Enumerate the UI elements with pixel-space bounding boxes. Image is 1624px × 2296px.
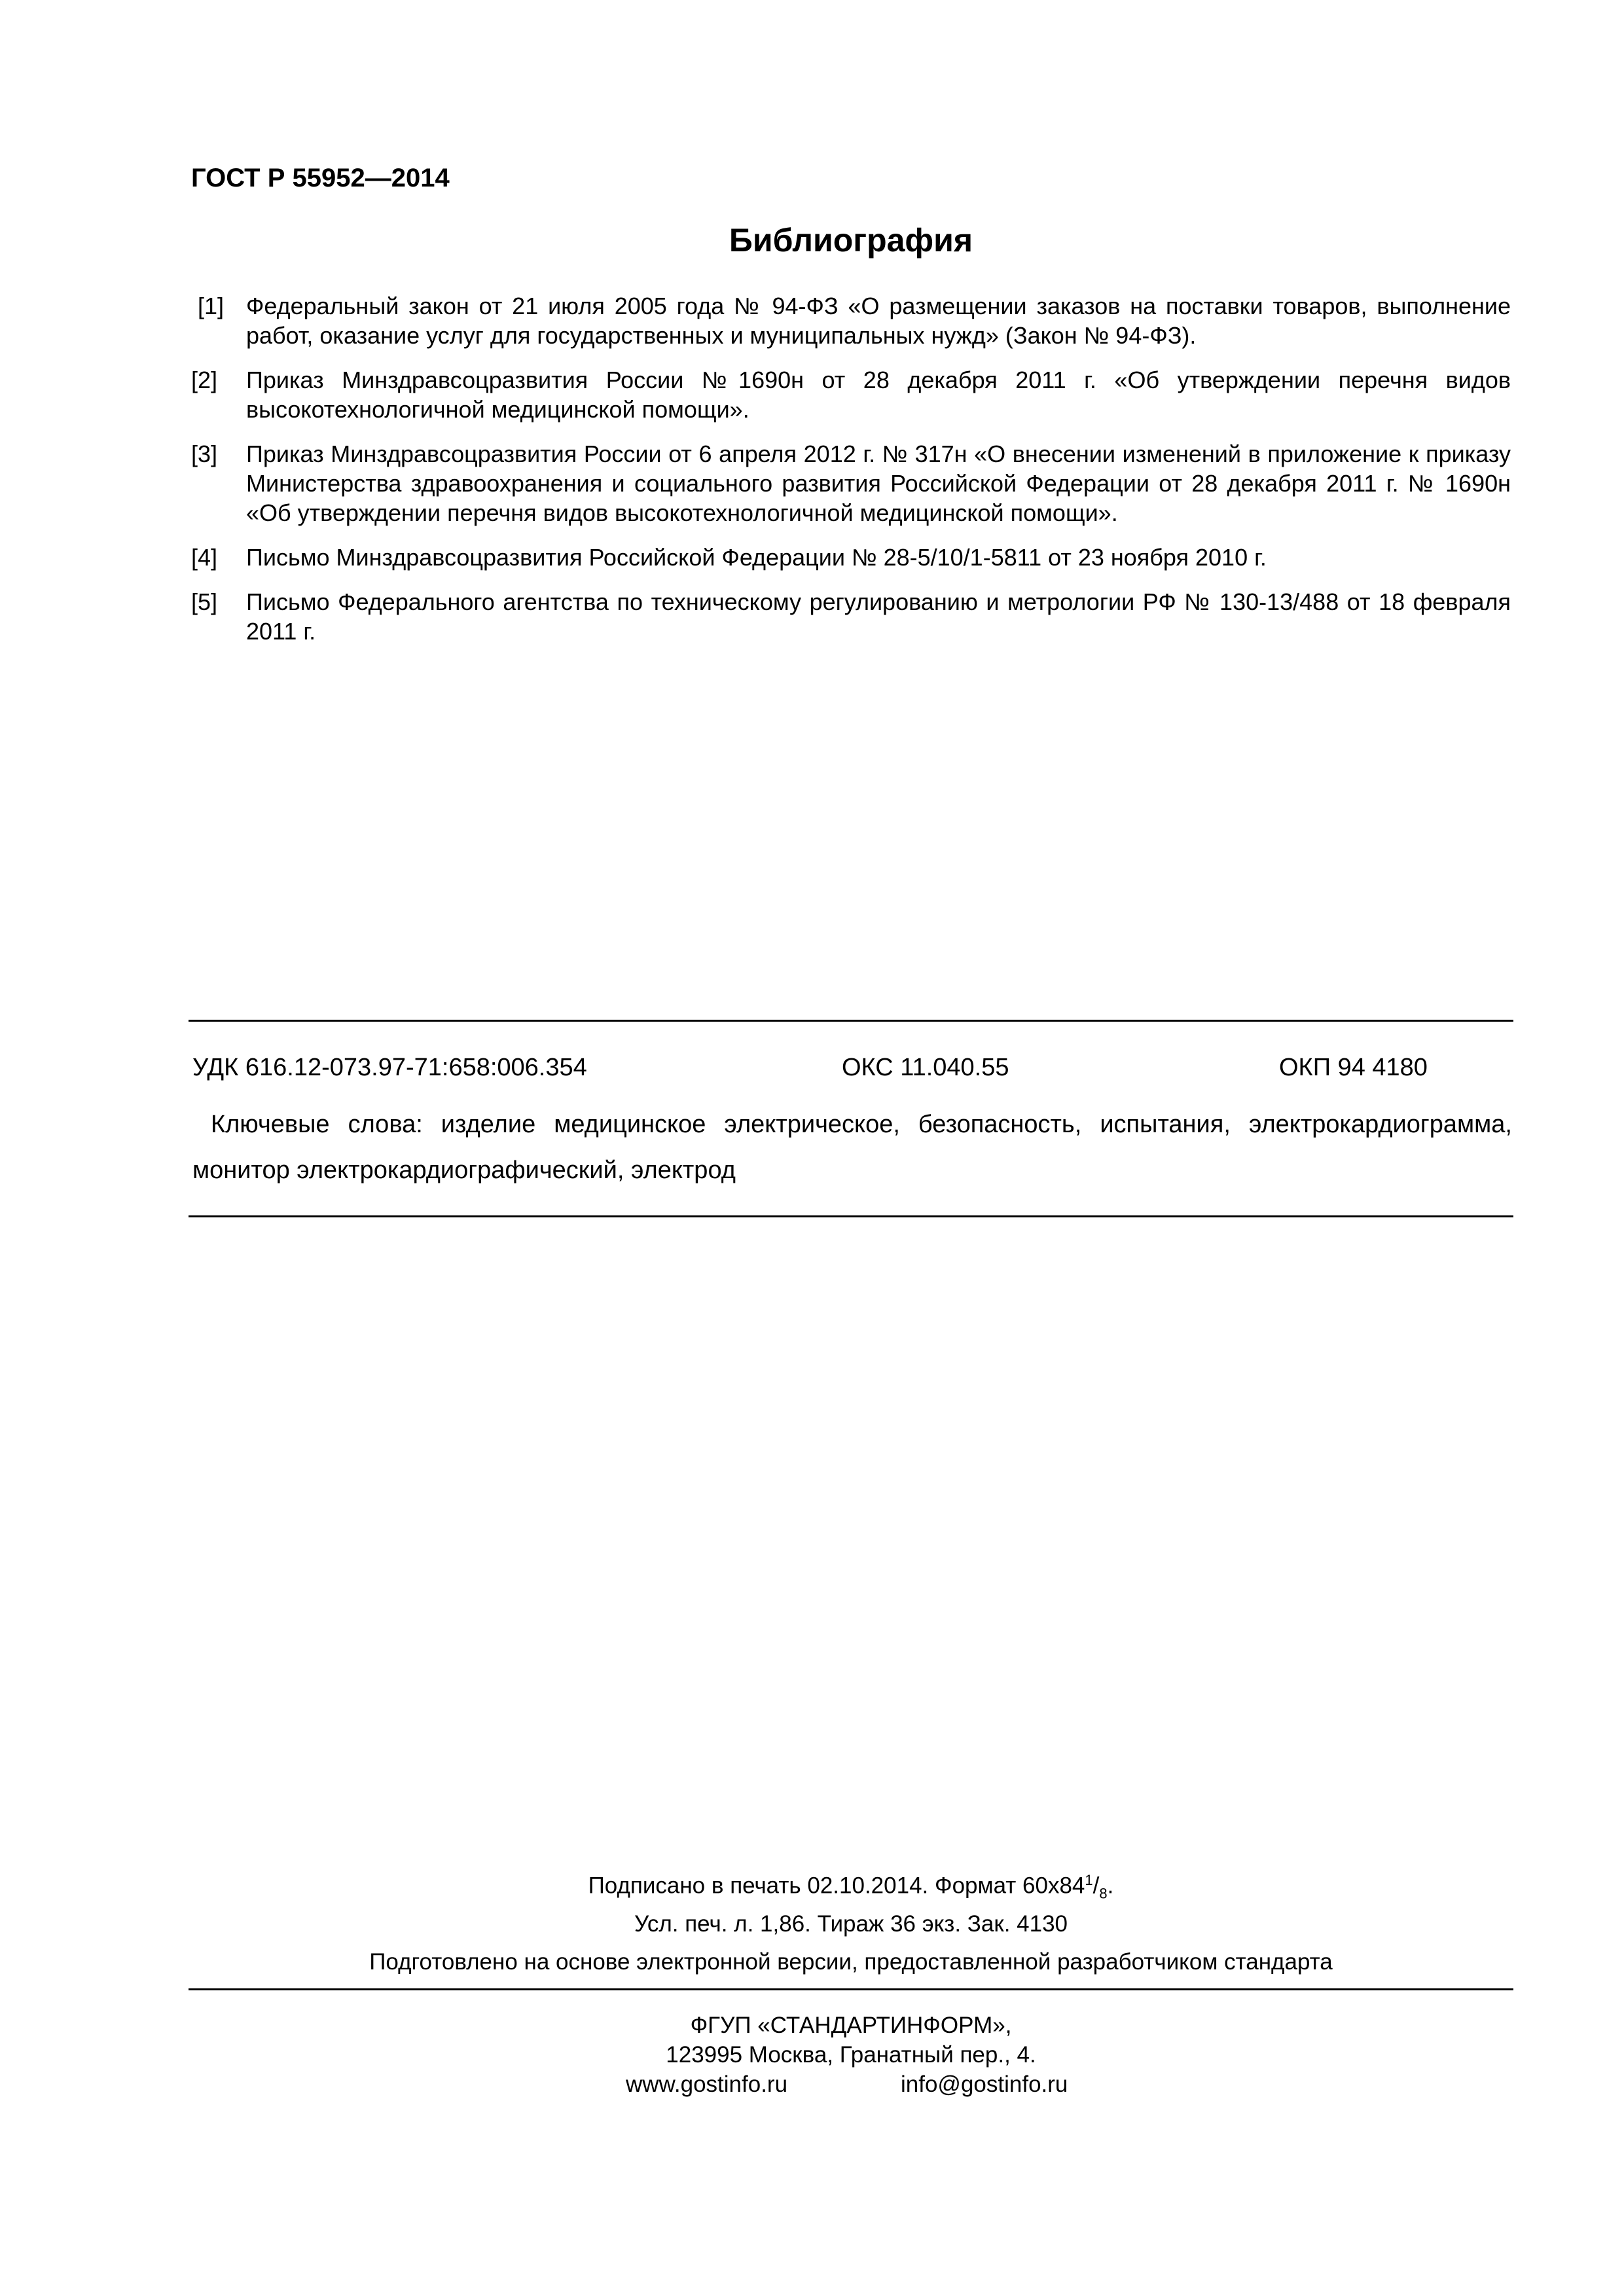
publisher-email-link[interactable]: info@gostinfo.ru [901,2072,1068,2097]
bibliography-list [191,291,1511,661]
format-fraction-denominator: 8 [1099,1885,1108,1902]
prepared-note: Подготовлено на основе электронной версии, предоставленной разработчиком стандарта [369,1949,1333,1975]
print-signed-text: Подписано в печать 02.10.2014. Формат 60х84 [588,1873,1085,1899]
bibliography-entry-text: Приказ Минздравсоцразвития России №1690н от 28 декабря 2011 г. «Об утверждении перечня видов высокотехнологичной медицинской помощи». [246,367,1511,423]
publisher-address: 123995 Москва, Гранатный пер., 4. [666,2042,1036,2068]
bibliography-entry-5 [191,587,1511,646]
classification-bottom-divider [189,1215,1513,1217]
publisher-name: ФГУП «СТАНДАРТИНФОРМ», [690,2013,1012,2038]
okp-code: ОКП 94 4180 [1279,1054,1428,1081]
bibliography-entry-text: Письмо Минздравсоцразвития Российской Федерации № 28-5/10/1-5811 от 23 ноября 2010 г. [246,544,1267,571]
bibliography-entry-number: [2] [191,367,218,393]
bibliography-entry-number: [3] [191,440,218,467]
document-code: ГОСТ Р 55952—2014 [191,164,450,192]
bibliography-entry-number: [4] [191,544,218,571]
bibliography-entry-text: Письмо Федерального агентства по техническому регулированию и метрологии РФ № 130-13/488 от 18 февраля 2011 г. [246,588,1511,645]
bibliography-entry-text: Приказ Минздравсоцразвития России от 6 апреля 2012 г. № 317н «О внесении изменений в приложение к приказу Министерства здравоохранения и социального развития Российской Федерации от 28 декабря 2011 г. № 1690н «Об утверждении перечня видов высокотехнологичной медицинской помощи». [246,440,1511,526]
bibliography-entry-4 [191,543,1511,572]
bibliography-entry-number: [1] [198,293,225,319]
bibliography-entry-number: [5] [191,588,218,615]
oks-code: ОКС 11.040.55 [842,1054,1009,1081]
udk-code: УДК 616.12-073.97-71:658:006.354 [192,1054,587,1081]
bibliography-entry-2 [191,365,1511,424]
bibliography-entry-1 [191,291,1511,350]
bibliography-title: Библиография [729,222,973,259]
publisher-divider [189,1988,1513,1990]
keywords: Ключевые слова: изделие медицинское электрическое, безопасность, испытания, электрокардиограмма, монитор электрокардиографический, электрод [192,1111,1512,1184]
print-signed-suffix: . [1107,1873,1114,1899]
publisher-website-link[interactable]: www.gostinfo.ru [626,2072,788,2097]
print-details: Усл. печ. л. 1,86. Тираж 36 экз. Зак. 4130 [634,1911,1068,1937]
bibliography-entry-3 [191,439,1511,528]
classification-top-divider [189,1020,1513,1022]
bibliography-entry-text: Федеральный закон от 21 июля 2005 года № 94-ФЗ «О размещении заказов на поставки товаров, выполнение работ, оказание услуг для государственных и муниципальных нужд» (Закон № 94-ФЗ). [246,293,1511,349]
format-fraction-numerator: 1 [1085,1872,1093,1888]
print-signed-line: Подписано в печать 02.10.2014. Формат $60х84^1/_8$. [588,1872,1114,1902]
